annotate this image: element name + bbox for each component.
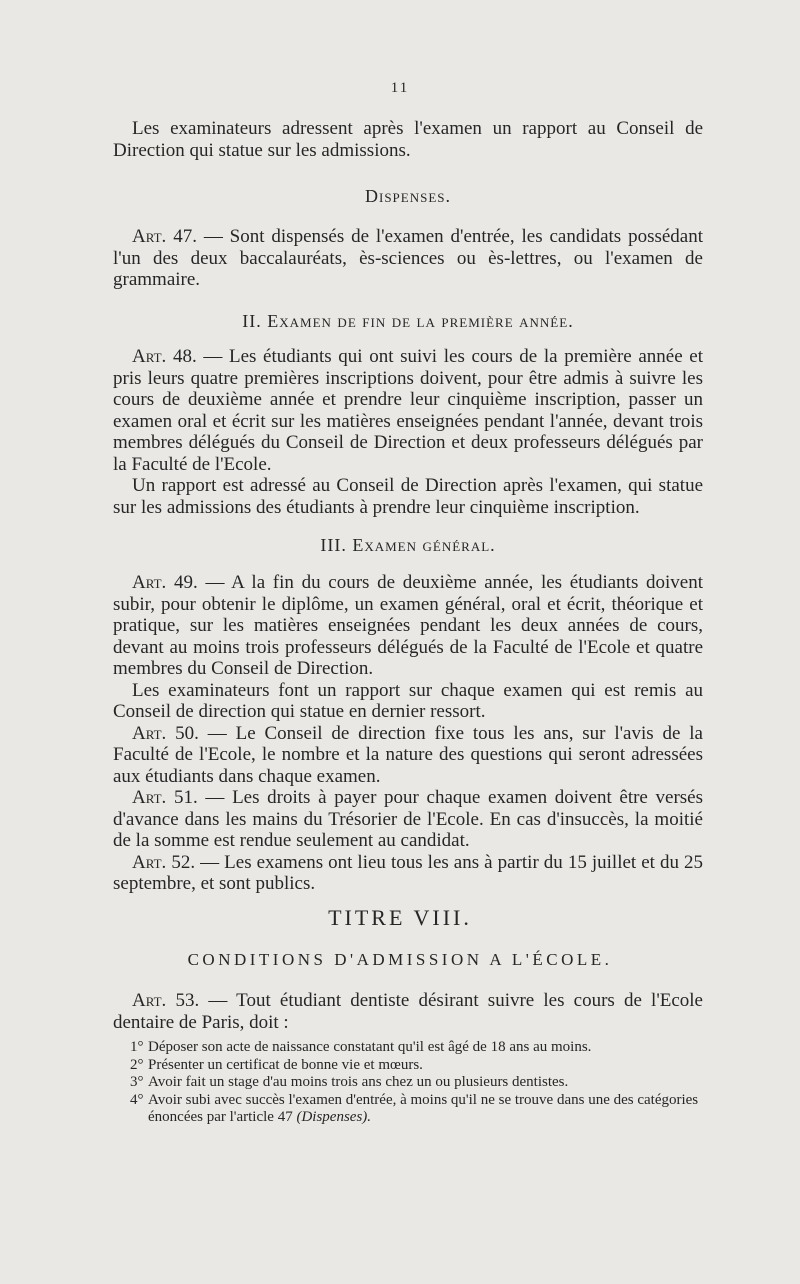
article-49 — [113, 572, 703, 895]
art-label: Art. — [132, 346, 167, 367]
intro-paragraph: Les examinateurs adressent après l'examen un rapport au Conseil de Direction qui statue sur les admissions. — [113, 118, 703, 161]
list-number: 1° — [130, 1039, 144, 1055]
article-53 — [113, 990, 703, 1033]
art-text: — Les examens ont lieu tous les ans à partir du 15 juillet et du 25 septembre, et sont publics. — [113, 851, 703, 894]
article-47 — [113, 226, 703, 291]
list-text-main: Avoir subi avec succès l'examen d'entrée, à moins qu'il ne se trouve dans une des catégories énoncées par l'article 47 — [148, 1091, 699, 1125]
list-number: 4° — [130, 1091, 144, 1108]
list-text — [148, 1092, 700, 1127]
art-number: 51. — [173, 787, 198, 808]
list-number: 3° — [130, 1074, 144, 1090]
list-item — [130, 1057, 700, 1075]
art-label: Art. — [132, 787, 167, 808]
list-text: Présenter un certificat de bonne vie et mœurs. — [148, 1056, 423, 1073]
art-number: 53. — [175, 990, 200, 1011]
article-51 — [113, 787, 703, 852]
art-number: 50. — [175, 722, 199, 744]
article-50 — [113, 723, 703, 788]
article-48 — [113, 346, 703, 518]
art-number: 49. — [174, 572, 198, 593]
art-label: Art. — [132, 990, 167, 1011]
art-number: 48. — [172, 346, 197, 367]
art-paragraph: Les examinateurs font un rapport sur chaque examen qui est remis au Conseil de direction qui statue en dernier ressort. — [113, 679, 703, 722]
list-text: Avoir fait un stage d'au moins trois ans chez un ou plusieurs dentistes. — [148, 1074, 569, 1090]
art-label: Art. — [132, 851, 167, 873]
art-text: — Le Conseil de direction fixe tous les ans, sur l'avis de la Faculté de l'Ecole, le nombre et la nature des questions qui seront adressées aux étudiants dans chaque examen. — [113, 722, 703, 787]
art-text: — A la fin du cours de deuxième année, les étudiants doivent subir, pour obtenir le diplôme, un examen général, oral et écrit, théorique et pratique, sur les matières enseignées pendant les deux années de cours, devant au moins trois professeurs délégués de la Faculté de l'Ecole et quatre membres du Conseil de Direction. — [113, 572, 704, 679]
art-label: Art. — [132, 226, 167, 247]
art-number: 47. — [173, 226, 197, 247]
dispenses-heading: Dispenses. — [364, 186, 452, 206]
list-text-italic: (Dispenses). — [296, 1109, 372, 1125]
section-iii-heading: III. Examen général. — [320, 535, 496, 555]
art-label: Art. — [132, 572, 167, 593]
article-52 — [113, 852, 703, 895]
section-ii-heading: II. Examen de fin de la première année. — [242, 311, 574, 331]
requirements-list — [130, 1039, 700, 1127]
art-text: — Tout étudiant dentiste désirant suivre les cours de l'Ecole dentaire de Paris, doit : — [113, 990, 703, 1033]
art-text: — Sont dispensés de l'examen d'entrée, les candidats possédant l'un des deux baccalauréats, ès-sciences ou ès-lettres, ou l'examen de grammaire. — [113, 226, 704, 290]
art-label: Art. — [132, 722, 167, 744]
titre-heading: TITRE VIII. — [328, 905, 472, 930]
art-paragraph: Un rapport est adressé au Conseil de Direction après l'examen, qui statue sur les admissions des étudiants à prendre leur cinquième inscription. — [113, 475, 703, 518]
art-text: — Les étudiants qui ont suivi les cours de la première année et pris leurs quatre premières inscriptions doivent, pour être admis à suivre les cours de deuxième année et prendre leur cinquième inscription, passer un examen oral et écrit sur les matières enseignées pendant l'année, devant trois membres délégués du Conseil de Direction et deux professeurs délégués par la Faculté de l'Ecole. — [113, 346, 703, 475]
art-text: — Les droits à payer pour chaque examen doivent être versés d'avance dans les mains du Trésorier de l'Ecole. En cas d'insuccès, la moitié de la somme est rendue seulement au candidat. — [113, 787, 704, 851]
list-number: 2° — [130, 1056, 144, 1073]
list-item — [130, 1039, 700, 1057]
list-text: Déposer son acte de naissance constatant qu'il est âgé de 18 ans au moins. — [148, 1039, 592, 1055]
list-item — [130, 1092, 700, 1127]
art-number: 52. — [171, 851, 196, 873]
page-number: 11 — [390, 80, 410, 96]
intro-block — [113, 118, 703, 161]
conditions-heading: CONDITIONS D'ADMISSION A L'ÉCOLE. — [187, 950, 613, 969]
list-item — [130, 1074, 700, 1092]
